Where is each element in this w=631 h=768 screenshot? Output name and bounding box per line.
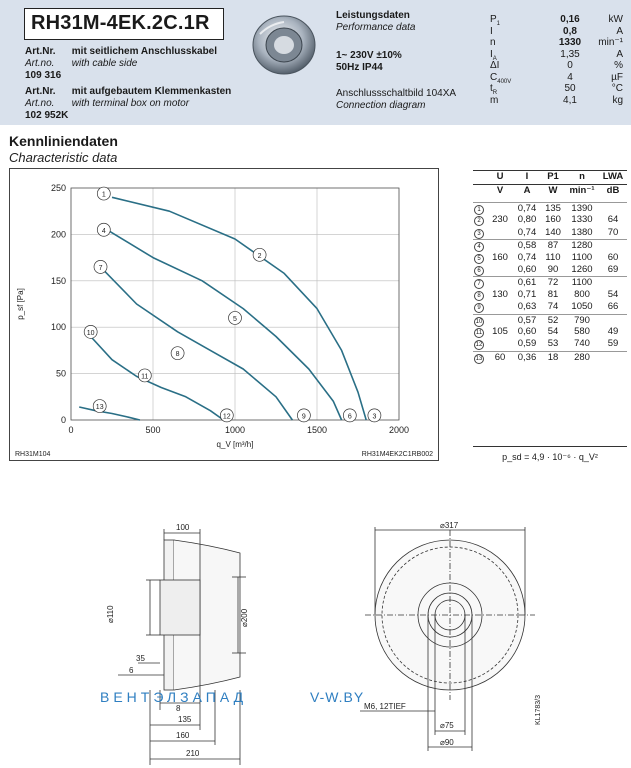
model-title: RH31M-4EK.2C.1R bbox=[24, 8, 224, 40]
op-header-row bbox=[473, 170, 627, 184]
point-label-4: 4 bbox=[101, 227, 106, 235]
spec-unit: % bbox=[614, 60, 623, 71]
op-power: 72 bbox=[547, 277, 559, 289]
series-line-2 bbox=[112, 197, 366, 420]
spec-unit: kW bbox=[608, 14, 623, 25]
op-power: 135 bbox=[545, 203, 561, 214]
art-terminal-block bbox=[25, 86, 231, 122]
spec-subscript: A bbox=[492, 55, 497, 62]
y-tick-label: 50 bbox=[55, 368, 66, 379]
op-point bbox=[473, 240, 485, 252]
op-sound-level: 69 bbox=[607, 264, 619, 275]
op-current: 0,57 bbox=[517, 314, 537, 326]
op-voltage: 160 bbox=[492, 251, 508, 263]
spec-unit: kg bbox=[612, 94, 623, 106]
op-voltage: 105 bbox=[492, 326, 508, 337]
point-label-8: 8 bbox=[175, 351, 180, 359]
op-sound-level: 54 bbox=[607, 288, 619, 300]
op-voltage: 130 bbox=[492, 288, 508, 300]
dim-110: ⌀110 bbox=[106, 605, 115, 623]
y-tick-label: 100 bbox=[50, 322, 66, 333]
op-sound-level: 59 bbox=[607, 338, 619, 350]
op-point bbox=[473, 252, 485, 264]
op-header-cell: I bbox=[525, 171, 529, 182]
op-power: 74 bbox=[547, 301, 559, 313]
op-power: 18 bbox=[547, 351, 559, 363]
drawing-id: KL1783/3 bbox=[535, 695, 542, 725]
x-tick-label: 500 bbox=[145, 425, 161, 435]
op-power: 54 bbox=[547, 326, 559, 337]
op-point bbox=[473, 227, 485, 239]
op-table-row bbox=[473, 338, 627, 350]
dim-90: ⌀90 bbox=[440, 738, 454, 747]
spec-symbol: m bbox=[490, 94, 499, 106]
dim-200: ⌀200 bbox=[240, 608, 249, 627]
dim-m6: M6, 12TIEF bbox=[364, 702, 406, 711]
op-table-row bbox=[473, 214, 627, 226]
dim-317: ⌀317 bbox=[440, 521, 459, 530]
spec-subscript: 1 bbox=[496, 21, 501, 27]
point-label-5: 5 bbox=[233, 315, 237, 323]
art-number: 109 316 bbox=[25, 70, 62, 81]
op-table-row bbox=[473, 227, 627, 239]
spec-value: 1330 bbox=[558, 37, 582, 48]
op-header-cell: n bbox=[579, 171, 585, 182]
characteristic-chart bbox=[9, 168, 439, 461]
dim-135: 135 bbox=[178, 715, 192, 724]
point-label-7: 7 bbox=[98, 264, 103, 272]
op-speed: 280 bbox=[574, 351, 590, 363]
point-label-1: 1 bbox=[101, 191, 106, 199]
dim-100: 100 bbox=[176, 523, 190, 532]
chart-footer-right: RH31M4EK2C1RB002 bbox=[361, 451, 433, 458]
op-voltage: 60 bbox=[494, 351, 506, 363]
op-speed: 1050 bbox=[571, 301, 593, 313]
op-table-row bbox=[473, 264, 627, 276]
op-header-cell: U bbox=[496, 171, 504, 182]
op-point bbox=[473, 264, 485, 276]
op-point-circle: 11 bbox=[475, 330, 483, 336]
op-unit-cell: min⁻¹ bbox=[569, 185, 595, 196]
chart-footer-left: RH31M104 bbox=[15, 451, 51, 458]
front-view bbox=[360, 527, 535, 751]
dimension-drawing bbox=[0, 515, 631, 768]
op-point bbox=[473, 289, 485, 301]
op-speed: 1260 bbox=[571, 264, 593, 275]
op-speed: 1100 bbox=[571, 277, 593, 289]
x-tick-label: 1500 bbox=[306, 425, 328, 435]
op-point-circle: 10 bbox=[475, 318, 483, 325]
op-speed: 1100 bbox=[571, 251, 593, 263]
spec-unit: °C bbox=[611, 83, 623, 94]
point-label-3: 3 bbox=[372, 413, 377, 421]
op-speed: 1390 bbox=[571, 203, 593, 214]
op-current: 0,59 bbox=[517, 338, 537, 350]
op-table-row bbox=[473, 326, 627, 338]
point-label-13: 13 bbox=[95, 404, 104, 412]
op-sound-level: 64 bbox=[607, 214, 619, 226]
dim-160: 160 bbox=[176, 731, 190, 740]
op-point-circle: 2 bbox=[474, 216, 484, 226]
art-label-de: Art.Nr. bbox=[25, 86, 56, 97]
op-table-row bbox=[473, 314, 627, 326]
dim-35: 35 bbox=[136, 654, 145, 663]
op-header-cell: P1 bbox=[547, 171, 559, 182]
spec-symbol: $P_1$ bbox=[490, 14, 501, 27]
op-point-circle: 4 bbox=[474, 242, 484, 252]
section-title: Kennliniendaten bbox=[9, 133, 118, 149]
y-axis-label: p_sf [Pa] bbox=[16, 288, 25, 320]
op-table-row bbox=[473, 202, 627, 214]
op-sound-level: 70 bbox=[607, 226, 619, 238]
op-point bbox=[473, 338, 485, 350]
spec-subscript: R bbox=[492, 90, 498, 96]
spec-value: 50 bbox=[564, 83, 576, 94]
side-view bbox=[118, 529, 246, 765]
op-power: 87 bbox=[547, 240, 559, 252]
op-point-circle: 12 bbox=[475, 342, 483, 349]
op-sound-level: 49 bbox=[607, 326, 619, 337]
x-tick-label: 2000 bbox=[388, 425, 410, 435]
op-current: 0,74 bbox=[517, 226, 537, 238]
dim-75: ⌀75 bbox=[440, 721, 454, 730]
art-label-de: Art.Nr. bbox=[25, 46, 56, 57]
op-table-row bbox=[473, 289, 627, 301]
op-speed: 1380 bbox=[571, 226, 593, 238]
spec-symbol: $C_{400V}$ bbox=[490, 71, 512, 85]
op-current: 0,71 bbox=[517, 288, 537, 300]
op-point-circle: 8 bbox=[474, 291, 484, 301]
spec-value: 4,1 bbox=[563, 94, 577, 106]
point-label-6: 6 bbox=[347, 413, 352, 421]
op-point-circle: 7 bbox=[474, 279, 484, 289]
spec-symbol: $I_A$ bbox=[490, 48, 497, 62]
op-unit-row bbox=[473, 184, 627, 198]
point-label-10: 10 bbox=[86, 329, 95, 337]
performance-title: Leistungsdaten bbox=[336, 10, 410, 21]
art-desc-de: mit aufgebautem Klemmenkasten bbox=[71, 86, 232, 97]
watermark-site: V-W.BY bbox=[310, 689, 365, 705]
op-point bbox=[473, 326, 485, 338]
op-power: 90 bbox=[547, 264, 559, 275]
op-point bbox=[473, 277, 485, 289]
y-tick-label: 200 bbox=[50, 229, 66, 240]
op-point bbox=[473, 203, 485, 215]
performance-subtitle: Performance data bbox=[336, 22, 416, 33]
op-current: 0,60 bbox=[517, 264, 537, 275]
op-current: 0,60 bbox=[517, 326, 537, 337]
op-header-cell: LWA bbox=[602, 171, 624, 182]
dim-8: 8 bbox=[176, 704, 181, 713]
spec-symbol: n bbox=[490, 37, 496, 48]
connection-diagram: Anschlussschaltbild 104XA bbox=[336, 88, 457, 99]
op-unit-cell: dB bbox=[606, 185, 620, 196]
spec-symbol: I bbox=[490, 25, 493, 37]
op-point-circle: 1 bbox=[474, 205, 484, 215]
point-label-2: 2 bbox=[257, 252, 262, 260]
op-unit-cell: V bbox=[496, 185, 504, 196]
fan-photo bbox=[250, 14, 318, 76]
art-cable-block bbox=[25, 46, 217, 82]
op-speed: 800 bbox=[574, 288, 590, 300]
point-label-11: 11 bbox=[141, 373, 149, 381]
op-current: 0,74 bbox=[517, 203, 537, 214]
op-current: 0,36 bbox=[517, 351, 537, 363]
spec-unit: min⁻¹ bbox=[598, 37, 623, 48]
spec-symbol: ΔI bbox=[490, 60, 500, 71]
op-current: 0,80 bbox=[517, 214, 537, 226]
spec-value: 4 bbox=[567, 71, 573, 83]
op-sound-level: 60 bbox=[607, 251, 619, 263]
op-point bbox=[473, 214, 485, 226]
y-tick-label: 250 bbox=[50, 183, 66, 193]
x-tick-label: 0 bbox=[68, 425, 74, 435]
spec-subscript: 400V bbox=[497, 78, 512, 85]
spec-value: 0,8 bbox=[563, 25, 577, 37]
spec-symbol: $t_R$ bbox=[490, 83, 498, 96]
art-desc-en: with cable side bbox=[71, 58, 138, 69]
point-label-12: 12 bbox=[222, 413, 231, 421]
x-axis-label: q_V [m³/h] bbox=[216, 440, 254, 449]
op-speed: 790 bbox=[574, 314, 590, 326]
spec-unit: A bbox=[616, 25, 623, 37]
spec-value: 1,35 bbox=[560, 48, 580, 60]
op-unit-cell: W bbox=[548, 185, 558, 196]
op-current: 0,74 bbox=[517, 251, 537, 263]
op-power: 81 bbox=[547, 288, 559, 300]
op-power: 110 bbox=[545, 251, 561, 263]
dim-6: 6 bbox=[129, 666, 134, 675]
y-tick-label: 150 bbox=[50, 275, 66, 286]
op-table-row bbox=[473, 252, 627, 264]
op-voltage: 230 bbox=[492, 214, 508, 226]
op-current: 0,63 bbox=[517, 301, 537, 313]
spec-unit: µF bbox=[611, 71, 623, 83]
op-point-circle: 13 bbox=[475, 355, 483, 362]
op-sound-level: 66 bbox=[607, 301, 619, 313]
art-label-en: Art.no. bbox=[25, 98, 55, 109]
x-tick-label: 1000 bbox=[224, 425, 246, 435]
art-desc-en: with terminal box on motor bbox=[71, 98, 190, 109]
art-label-en: Art.no. bbox=[25, 58, 55, 69]
section-subtitle: Characteristic data bbox=[9, 150, 118, 165]
op-power: 140 bbox=[545, 226, 561, 238]
op-speed: 580 bbox=[574, 326, 590, 337]
op-point-circle: 5 bbox=[474, 254, 484, 264]
op-table-row bbox=[473, 276, 627, 288]
op-point bbox=[473, 352, 485, 364]
op-point bbox=[473, 301, 485, 313]
connection-diagram-en: Connection diagram bbox=[336, 100, 426, 111]
op-power: 160 bbox=[545, 214, 561, 226]
op-table-row bbox=[473, 301, 627, 313]
spec-unit: A bbox=[616, 48, 623, 60]
op-speed: 740 bbox=[574, 338, 590, 350]
dim-210: 210 bbox=[186, 749, 200, 758]
art-desc-de: mit seitlichem Anschlusskabel bbox=[71, 46, 218, 57]
frequency-ip: 50Hz IP44 bbox=[336, 62, 383, 73]
op-table-row bbox=[473, 351, 627, 363]
spec-value: 0 bbox=[567, 60, 573, 71]
series-line-5 bbox=[107, 230, 342, 420]
op-unit-cell: A bbox=[523, 185, 531, 196]
op-point bbox=[473, 315, 485, 327]
op-current: 0,58 bbox=[517, 240, 537, 252]
op-current: 0,61 bbox=[517, 277, 537, 289]
op-speed: 1330 bbox=[571, 214, 593, 226]
spec-value: 0,16 bbox=[560, 14, 580, 25]
op-point-circle: 3 bbox=[474, 229, 484, 239]
formula-text: p_sd = 4,9 · 10⁻⁶ · q_V² bbox=[502, 452, 598, 462]
op-table-row bbox=[473, 239, 627, 251]
watermark-brand: ВЕНТЭЛЗАПАД bbox=[100, 689, 248, 705]
point-label-9: 9 bbox=[301, 413, 306, 421]
series-line-13 bbox=[79, 407, 140, 420]
op-point-circle: 6 bbox=[474, 266, 484, 276]
op-power: 53 bbox=[547, 338, 559, 350]
op-point-circle: 9 bbox=[474, 303, 484, 313]
series-line-10 bbox=[91, 337, 224, 421]
y-tick-label: 0 bbox=[60, 415, 66, 425]
formula bbox=[473, 446, 627, 463]
voltage: 1~ 230V ±10% bbox=[336, 50, 402, 61]
op-speed: 1280 bbox=[571, 240, 593, 252]
art-number: 102 952K bbox=[25, 110, 69, 121]
op-power: 52 bbox=[547, 314, 559, 326]
